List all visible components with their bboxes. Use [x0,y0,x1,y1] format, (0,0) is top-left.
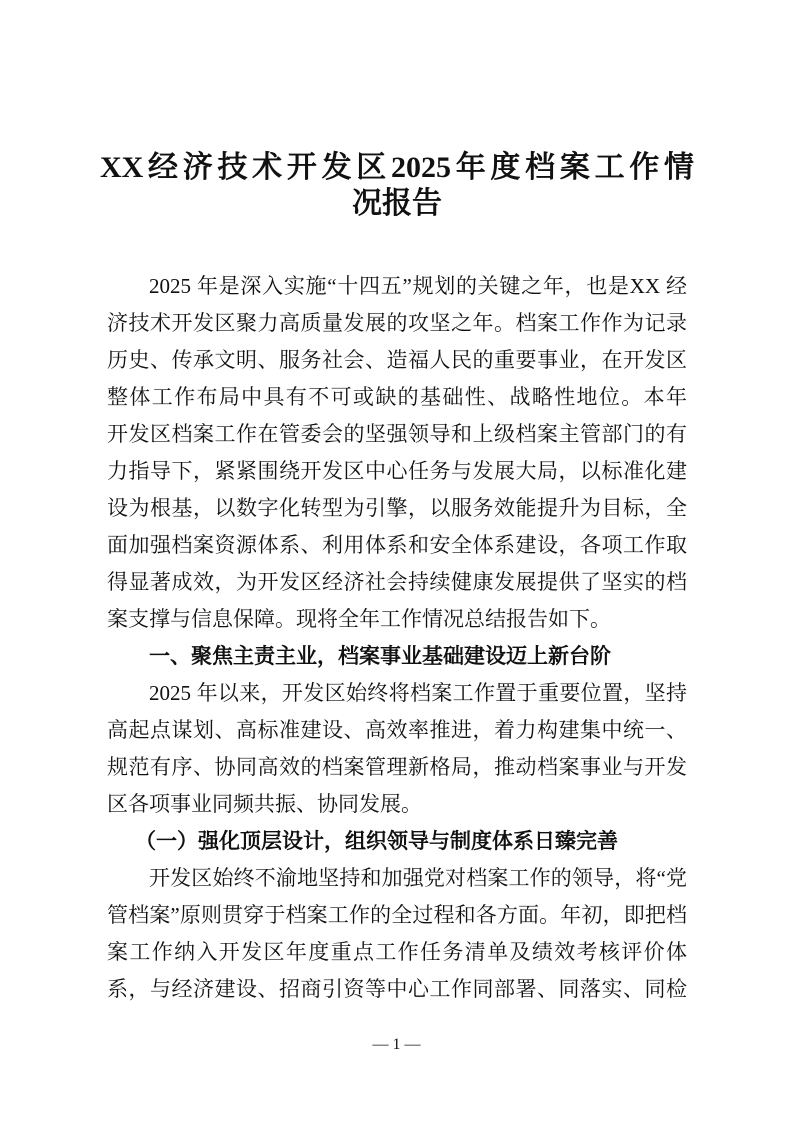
subsection-heading [107,823,687,860]
text-line: 开发区始终不渝地坚持和加强党对档案工作的领导，将“党 [149,866,687,890]
text-line: （一）强化顶层设计，组织领导与制度体系日臻完善 [135,829,618,853]
text-line: 系，与经济建设、招商引资等中心工作同部署、同落实、同检 [107,977,687,1001]
text-line: 开发区档案工作在管委会的坚强领导和上级档案主管部门的有 [107,422,687,446]
title-line: 况报告 [352,187,442,220]
text-line: 区各项事业同频共振、协同发展。 [107,792,422,816]
text-line: 济技术开发区聚力高质量发展的攻坚之年。档案工作作为记录 [107,311,687,335]
text-line: 2025 年以来，开发区始终将档案工作置于重要位置，坚持 [149,681,687,705]
paragraph [107,675,687,823]
text-line: 历史、传承文明、服务社会、造福人民的重要事业，在开发区 [107,348,687,372]
text-line: 高起点谋划、高标准建设、高效率推进，着力构建集中统一、 [107,718,687,742]
document-title [100,150,694,222]
text-line: 案支撑与信息保障。现将全年工作情况总结报告如下。 [107,607,611,631]
text-line: 面加强档案资源体系、利用体系和安全体系建设，各项工作取 [107,533,687,557]
text-line: 整体工作布局中具有不可或缺的基础性、战略性地位。本年 [107,385,687,409]
text-line: 案工作纳入开发区年度重点工作任务清单及绩效考核评价体 [107,940,687,964]
section-heading [107,638,687,675]
text-line: 力指导下，紧紧围绕开发区中心任务与发展大局，以标准化建 [107,459,687,483]
page-number: — 1 — [372,1036,421,1053]
document-body [107,268,687,1008]
text-line: 一、聚焦主责主业，档案事业基础建设迈上新台阶 [149,644,611,668]
paragraph [107,268,687,638]
text-line: 规范有序、协同高效的档案管理新格局，推动档案事业与开发 [107,755,687,779]
text-line: 设为根基，以数字化转型为引擎，以服务效能提升为目标，全 [107,496,687,520]
paragraph [107,860,687,1008]
text-line: 得显著成效，为开发区经济社会持续健康发展提供了坚实的档 [107,570,687,594]
title-line: XX经济技术开发区2025年度档案工作情 [100,151,694,184]
text-line: 管档案”原则贯穿于档案工作的全过程和各方面。年初，即把档 [107,903,687,927]
text-line: 2025 年是深入实施“十四五”规划的关键之年，也是XX 经 [149,274,687,298]
